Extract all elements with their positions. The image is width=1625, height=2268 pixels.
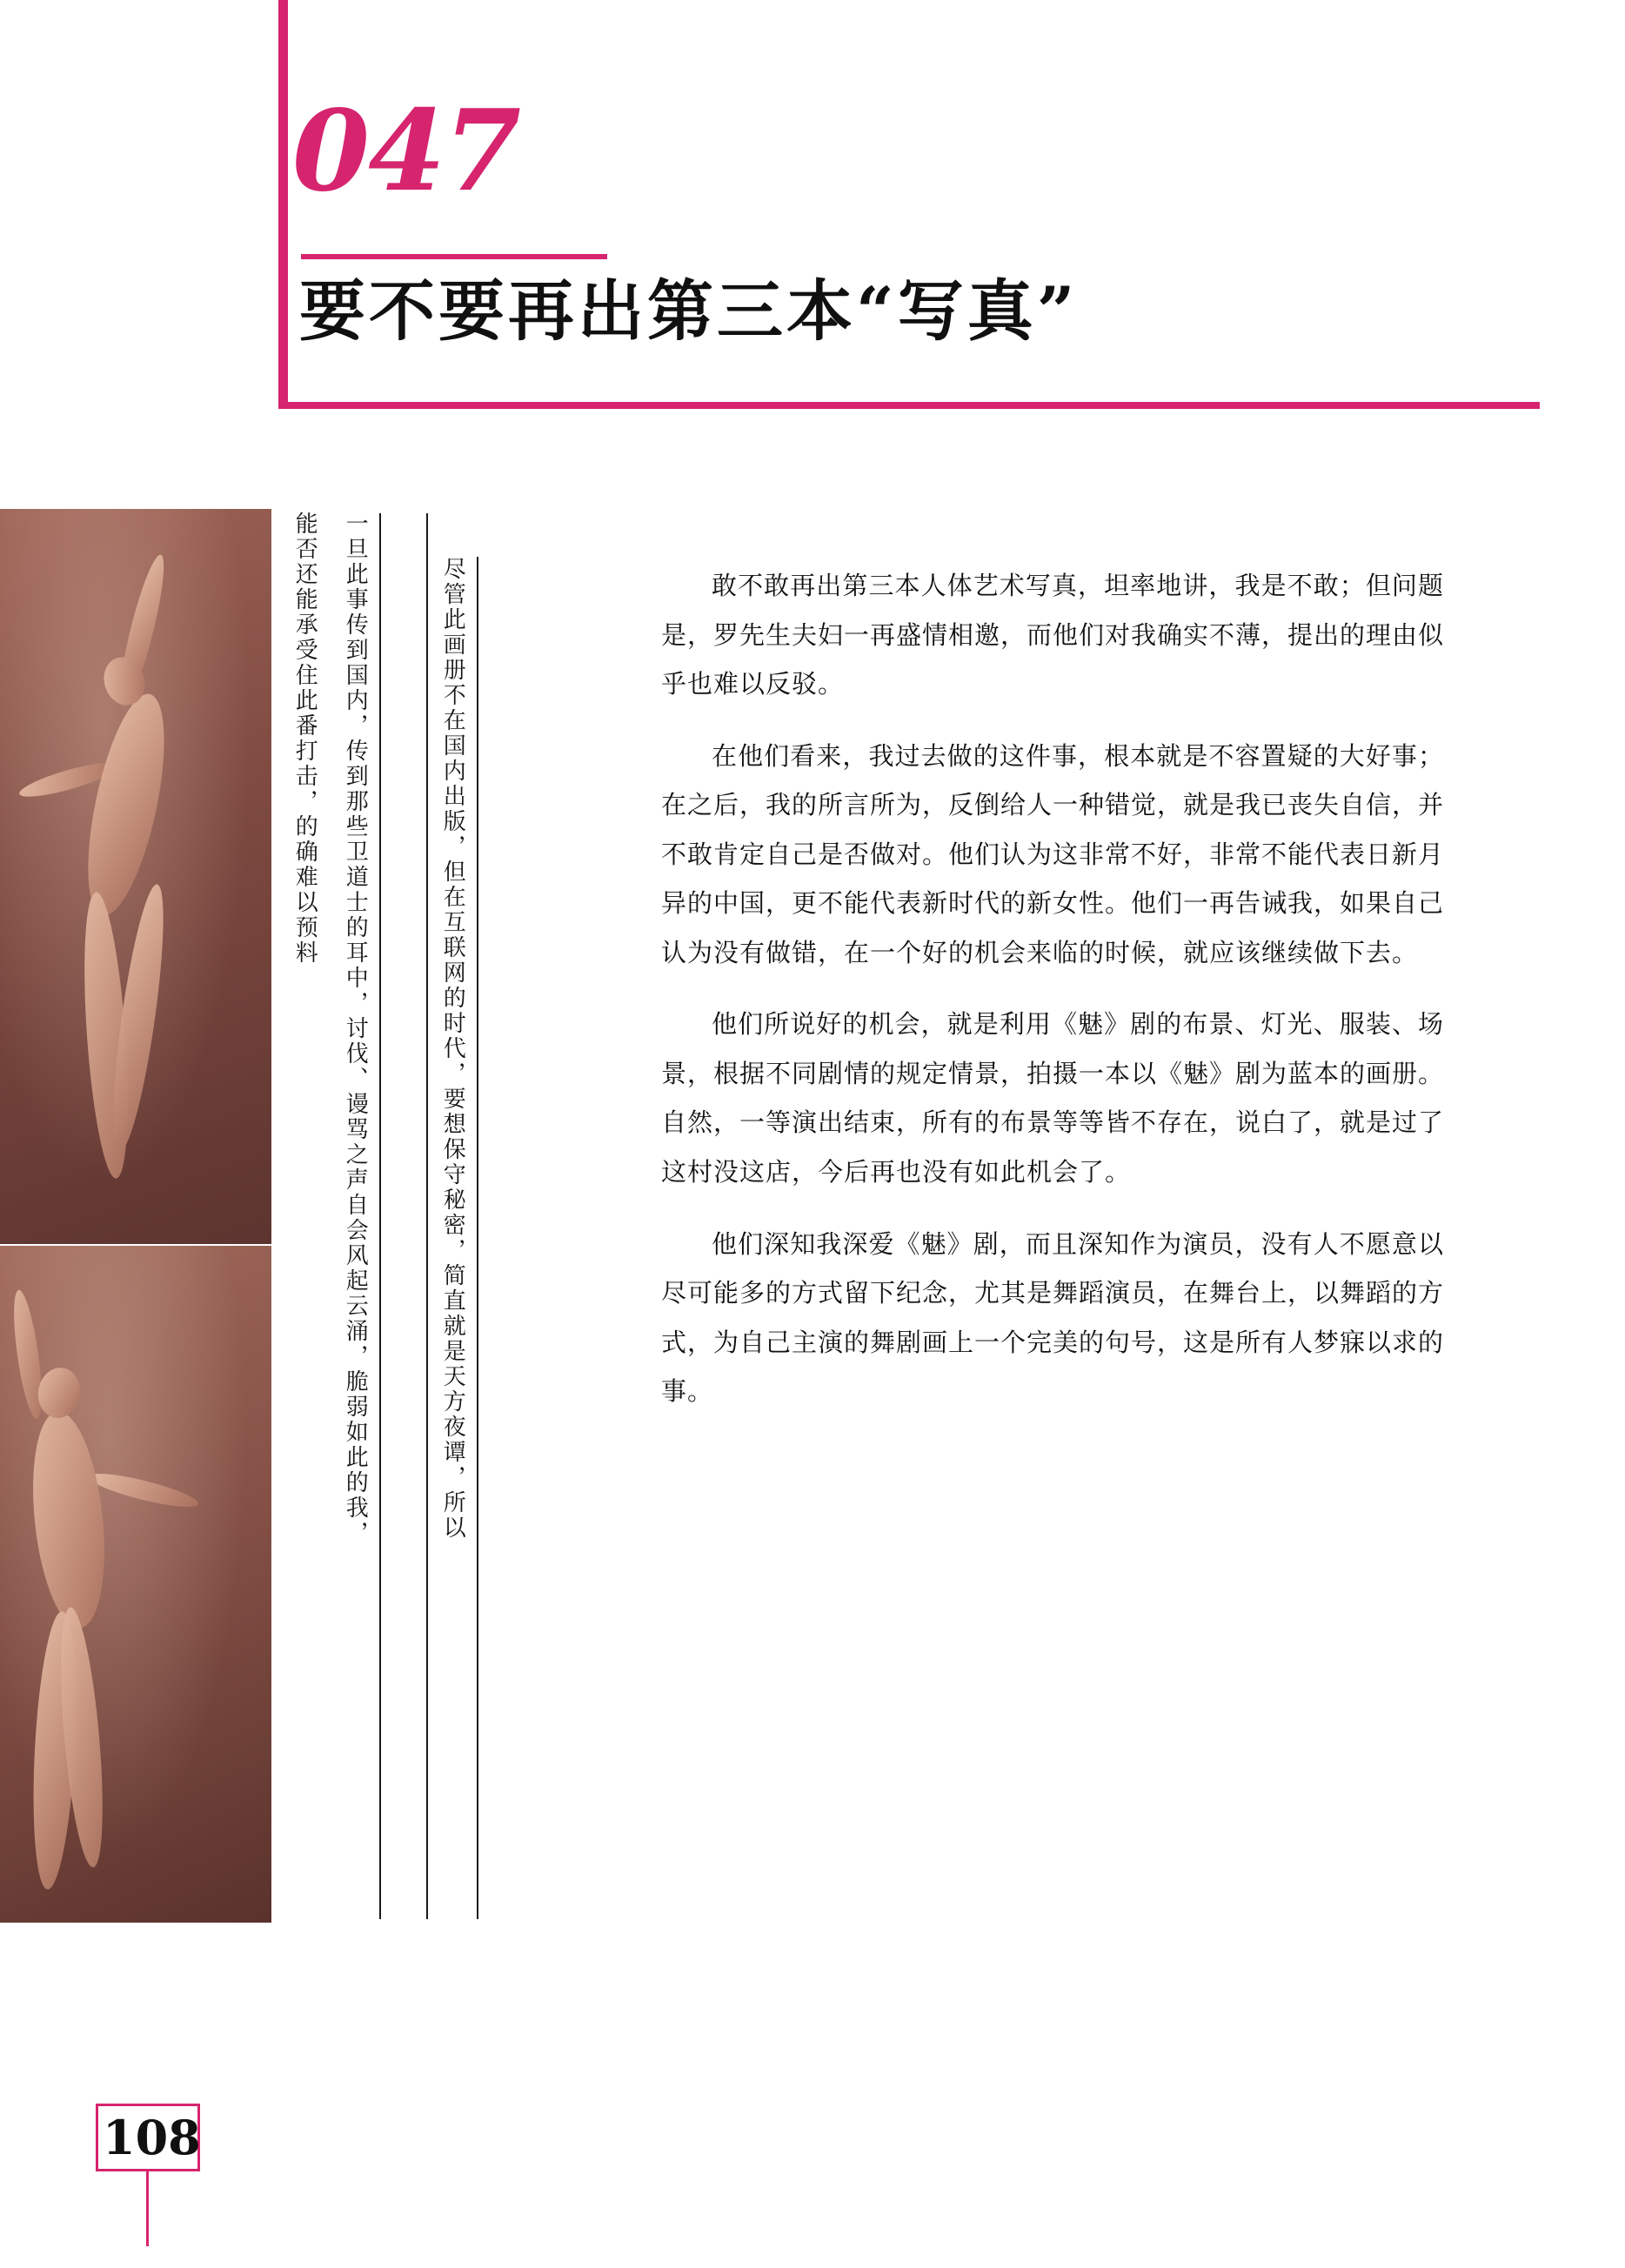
section-number: 047 [292,86,520,217]
pull-quote-column-3: 尽管此画册不在国内出版，但在互联网的时代，要想保守秘密，简直就是天方夜谭，所以 [439,557,466,1541]
body-paragraph: 他们深知我深爱《魅》剧，而且深知作为演员，没有人不愿意以尽可能多的方式留下纪念，尤其是舞蹈演员，在舞台上，以舞蹈的方式，为自己主演的舞剧画上一个完美的句号，这是所有人梦寐以求的事。 [661,1228,1445,1407]
body-paragraph: 他们所说好的机会，就是利用《魅》剧的布景、灯光、服装、场景，根据不同剧情的规定情景，拍摄一本以《魅》剧为蓝本的画册。自然，一等演出结束，所有的布景等等皆不存在，说白了，就是过了这村没这店，今后再也没有如此机会了。 [661,1009,1445,1188]
dancer-photo-upper [0,509,271,1244]
dancer-photo-lower [0,1246,271,1923]
pull-quote-column-1: 能否还能承受住此番打击，的确难以预料 [291,512,318,966]
body-text [661,561,1444,1439]
header-divider [278,402,1540,409]
pull-quote-column-2: 一旦此事传到国内，传到那些卫道士的耳中，讨伐、谩骂之声自会风起云涌，脆弱如此的我， [342,512,369,1546]
footer-accent-tick [146,2171,149,2246]
figure-head [34,1364,84,1421]
pull-quote-rule [477,557,478,1919]
header-accent-bar [278,0,288,409]
figure-torso [73,688,180,922]
pull-quote-rule [379,513,381,1919]
figure-arm [86,1468,200,1514]
pull-quote-rule [426,513,428,1919]
body-paragraph: 在他们看来，我过去做的这件事，根本就是不容置疑的大好事；在之后，我的所言所为，反倒给人一种错觉，就是我已丧失自信，并不敢肯定自己是否做对。他们认为这非常不好，非常不能代表日新月异的中国，更不能代表新时代的新女性。他们一再告诫我，如果自己认为没有做错，在一个好的机会来临的时候，就应该继续做下去。 [661,740,1445,967]
section-number-underline [301,254,607,259]
page-title: 要不要再出第三本“写真” [299,272,1079,350]
figure-torso [23,1408,114,1632]
page-number: 108 [103,2110,201,2165]
body-paragraph: 敢不敢再出第三本人体艺术写真，坦率地讲，我是不敢；但问题是，罗先生夫妇一再盛情相邀，而他们对我确实不薄，提出的理由似乎也难以反驳。 [661,571,1445,699]
